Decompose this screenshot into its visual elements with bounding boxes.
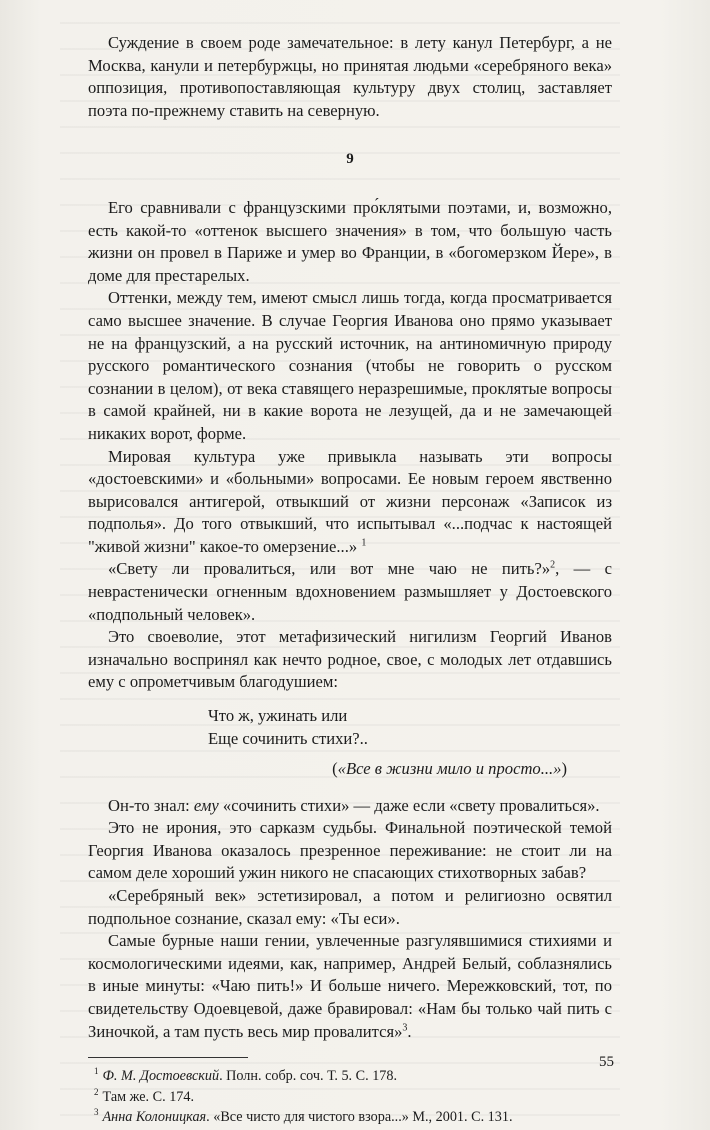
footnote-ref-1: 1 <box>361 537 367 549</box>
paragraph-world-culture <box>88 446 612 559</box>
verse-source: («Все в жизни мило и просто...») <box>332 759 567 779</box>
footnote-2: $^2$ Там же. С. 174. <box>94 1086 195 1105</box>
verse-source-title: «Все в жизни мило и просто...» <box>337 759 562 779</box>
footnote-1: $^1$ Ф. М. Достоевский. Полн. собр. соч. Т. 5. С. 178. <box>94 1066 398 1085</box>
paragraph-world-culture-text: Мировая культура уже привыкла называть эти вопросы «достоевскими» и «больными» вопросами. Ее новым героем явственно вырисовался антигерой, отвыкший от жизни персонаж «Записок из подполья». До того отвыкший, что испытывал «...подчас к настоящей "живой жизни" какое-то омерзение...» <box>88 446 612 556</box>
paragraph-geniuses: Самые бурные наши гении, увлеченные разгулявшимися стихиями и космологическими идеями, как, например, Андрей Белый, соблазнялись в иные минуты: «Чаю пить!» И больше ничего. Мережковский, тот, по свидетельству Одоевцевой, даже бравировал: «Нам бы только чай пить с Зиночкой, а там пусть весь мир провалится»$^3$. <box>88 931 612 1041</box>
section-number: 9 <box>346 151 354 168</box>
page-number: 55 <box>599 1054 614 1070</box>
footnote-3: $^3$ Анна Колоницкая. «Все чисто для чистого взора...» М., 2001. С. 131. <box>94 1107 513 1126</box>
paragraph-svetu <box>88 558 612 626</box>
footnote-1-author: Ф. М. Достоевский <box>102 1068 220 1085</box>
paragraph-petersburg: Суждение в своем роде замечательное: в лету канул Петербург, а не Москва, канули и петербуржцы, но принятая людьми «серебряного века» оппозиция, противопоставляющая культуру двух столиц, заставляет поэта по-прежнему ставить на северную. <box>88 33 612 120</box>
footnote-ref-3: 3 <box>402 1022 408 1034</box>
footnote-ref-2: 2 <box>550 559 556 571</box>
footnote-3-author: Анна Колоницкая <box>102 1109 207 1126</box>
footnotes <box>88 1066 612 1128</box>
paragraph-silver-age: «Серебряный век» эстетизировал, а потом и религиозно освятил подпольное сознание, сказал ему: «Ты еси». <box>88 886 612 928</box>
paragraph-on-znal: Он-то знал: ему «сочинить стихи» — даже если «свету провалиться». <box>108 795 600 815</box>
paragraph-sarcasm: Это не ирония, это сарказм судьбы. Финальной поэтической темой Георгия Иванова оказалось презренное переживание: не стоит ли на самом деле хороший ужин никого не спасающих стихотворных забав? <box>88 818 612 883</box>
footnote-divider <box>88 1057 248 1058</box>
paragraph-shades: Оттенки, между тем, имеют смысл лишь тогда, когда просматривается само высшее значение. В случае Георгия Иванова оно прямо указывает не на французский, а на русский источник, на антиномичную природу русского романтического сознания (чтобы не говорить о русском сознании в целом), от века ставящего неразрешимые, проклятые вопросы в самой крайней, ни в какие ворота не лезущей, да и не замечающей никаких ворот, форме. <box>88 288 612 443</box>
emphasis-emu: ему <box>193 795 219 815</box>
verse-line-2: Еще сочинить стихи?.. <box>208 729 368 749</box>
main-text <box>88 32 612 1128</box>
verse-quote <box>88 704 612 750</box>
paragraph-svoevolie: Это своеволие, этот метафизический нигилизм Георгий Иванов изначально воспринял как нечто родное, свое, с молодых лет отдавшись ему с опрометчивым благодушием: <box>88 627 612 692</box>
paragraph-french-poets: Его сравнивали с французскими про́клятыми поэтами, и, возможно, есть какой-то «оттенок высшего значения» в том, что большую часть жизни он провел в Париже и умер во Франции, в «богомерзком Йере», в доме для престарелых. <box>88 197 612 285</box>
svetu-quote: «Свету ли провалиться, или вот мне чаю не пить?» <box>108 559 551 579</box>
verse-line-1: Что ж, ужинать или <box>208 706 348 726</box>
svetu-rest: , — с неврастенически огненным вдохновением размышляет у Достоевского «подпольный человек». <box>88 559 613 624</box>
